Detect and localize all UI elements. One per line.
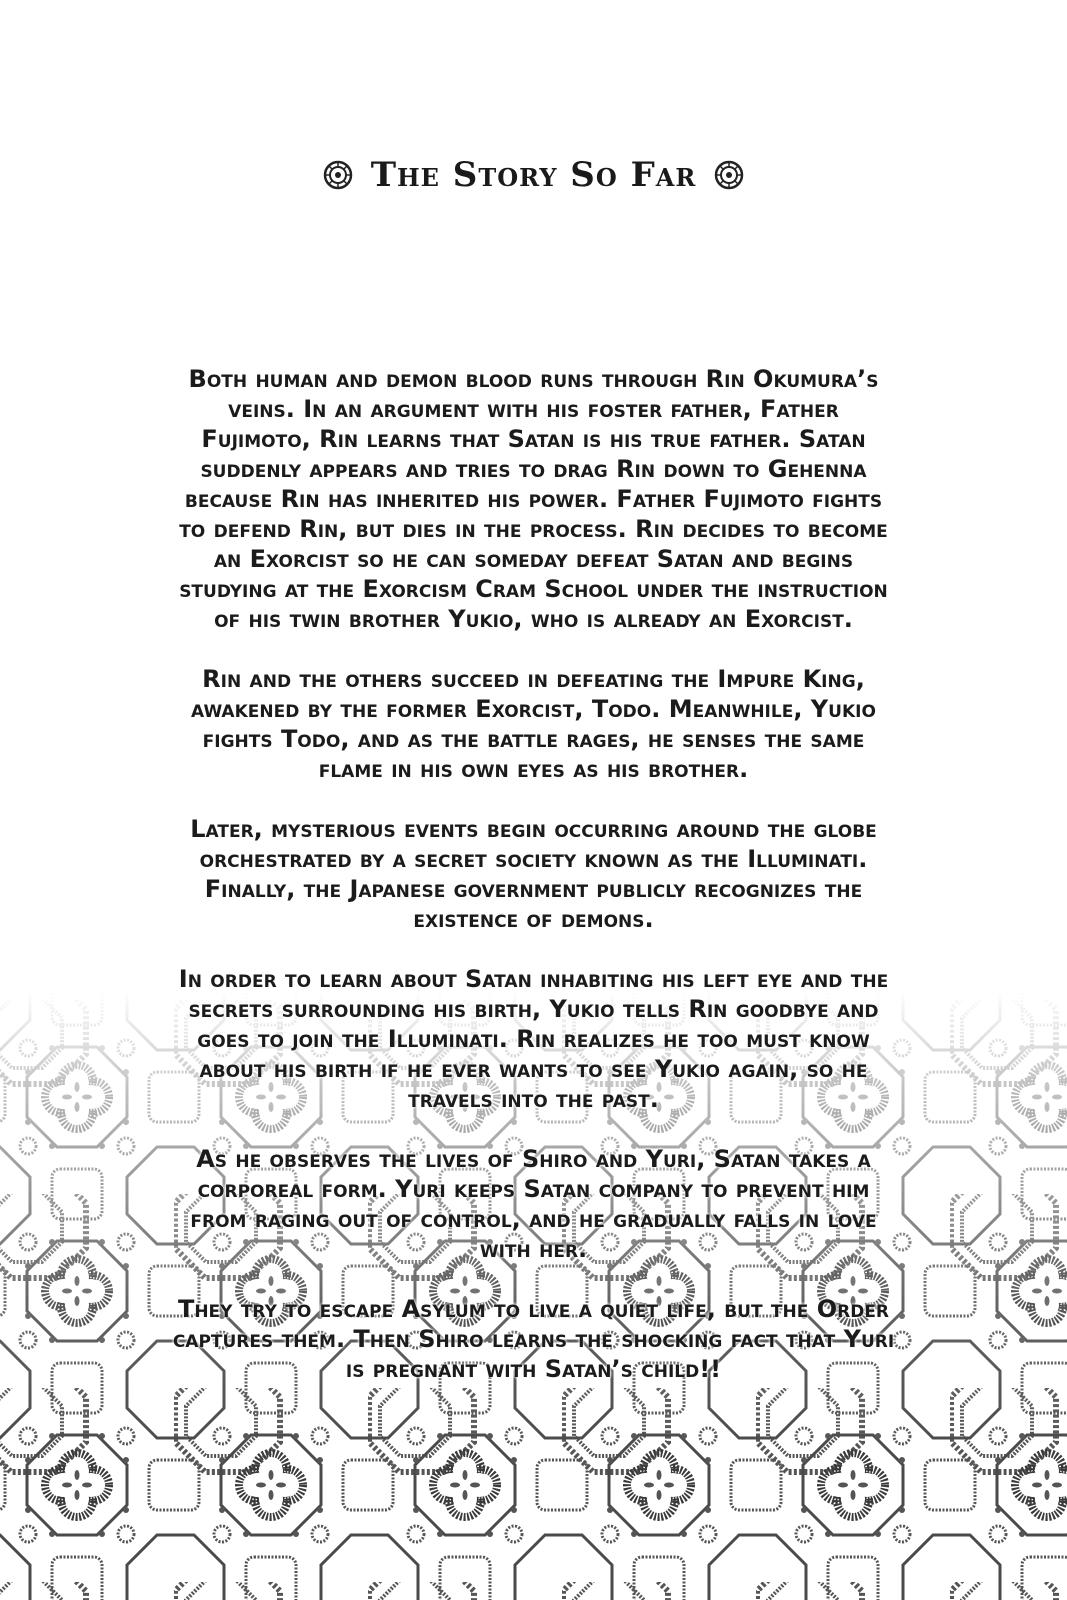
text-line: They try to escape Asylum to live a quiet life, but the Order <box>177 1295 890 1323</box>
text-line: of his twin brother Yukio, who is already an Exorcist. <box>214 605 853 633</box>
text-line: captures them. Then Shiro learns the shocking fact that Yuri <box>172 1325 895 1353</box>
text-line: is pregnant with Satan’s child!! <box>345 1355 722 1383</box>
text-line: to defend Rin, but dies in the process. Rin decides to become <box>179 515 888 543</box>
text-line: existence of demons. <box>413 905 654 933</box>
story-paragraph <box>0 814 1067 934</box>
text-line: In order to learn about Satan inhabiting his left eye and the <box>178 965 889 993</box>
text-line: suddenly appears and tries to drag Rin down to Gehenna <box>200 455 867 483</box>
text-line: goes to join the Illuminati. Rin realizes he too must know <box>197 1025 870 1053</box>
text-line: veins. In an argument with his foster father, Father <box>228 395 839 423</box>
page-title: The Story So Far <box>370 155 697 195</box>
text-line: Fujimoto, Rin learns that Satan is his true father. Satan <box>201 425 866 453</box>
text-line: Both human and demon blood runs through Rin Okumura’s <box>188 365 879 393</box>
text-line: fights Todo, and as the battle rages, he senses the same <box>202 725 865 753</box>
text-line: corporeal form. Yuri keeps Satan company to prevent him <box>197 1175 870 1203</box>
text-line: Finally, the Japanese government publicly recognizes the <box>204 875 863 903</box>
page-title-row <box>0 155 1067 195</box>
text-line: secrets surrounding his birth, Yukio tells Rin goodbye and <box>188 995 879 1023</box>
text-line: travels into the past. <box>408 1085 659 1113</box>
text-line: because Rin has inherited his power. Father Fujimoto fights <box>184 485 883 513</box>
text-line: about his birth if he ever wants to see Yukio again, so he <box>199 1055 868 1083</box>
story-paragraph <box>0 664 1067 784</box>
text-line: studying at the Exorcism Cram School under the instruction <box>179 575 888 603</box>
text-line: with her. <box>479 1235 588 1263</box>
text-line: orchestrated by a secret society known as the Illuminati. <box>199 845 868 873</box>
text-line: Later, mysterious events begin occurring around the globe <box>190 815 877 843</box>
story-paragraph <box>0 964 1067 1114</box>
story-paragraph <box>0 1294 1067 1384</box>
rose-ornament-icon <box>323 160 353 190</box>
text-line: Rin and the others succeed in defeating the Impure King, <box>202 665 865 693</box>
text-line: from raging out of control, and he gradually falls in love <box>190 1205 877 1233</box>
text-line: awakened by the former Exorcist, Todo. Meanwhile, Yukio <box>191 695 876 723</box>
text-line: As he observes the lives of Shiro and Yuri, Satan takes a <box>196 1145 871 1173</box>
rose-ornament-icon <box>714 160 744 190</box>
story-paragraph <box>0 1144 1067 1264</box>
story-paragraph <box>0 364 1067 634</box>
text-line: flame in his own eyes as his brother. <box>318 755 749 783</box>
text-line: an Exorcist so he can someday defeat Satan and begins <box>213 545 854 573</box>
story-summary <box>0 364 1067 1414</box>
